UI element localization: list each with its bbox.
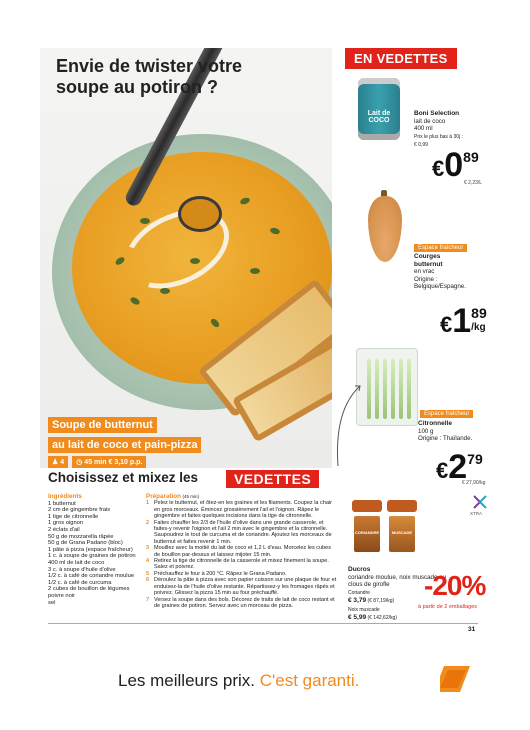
prep-step [146, 520, 338, 546]
step-number: 5 [146, 570, 150, 577]
people-icon: ♟ [52, 459, 59, 466]
coconut-price: €089 [432, 146, 479, 184]
ingredient-item: 2 éclats d'ail [48, 526, 80, 533]
xtra-logo-text: XTRA [470, 511, 483, 516]
slogan-part-1: Les meilleurs prix. [118, 671, 255, 690]
coconut-unit-price: € 2,23/L [464, 180, 483, 186]
page-number: 31 [468, 626, 476, 633]
ingredient-item: poivre noir [48, 592, 76, 599]
headline [56, 56, 296, 98]
coconut-can [358, 78, 400, 140]
step-number: 4 [146, 558, 150, 565]
step-number: 2 [146, 519, 150, 526]
section-title: Choisissez et mixez les [48, 470, 199, 485]
prep-step [146, 597, 338, 610]
xtra-logo-icon [472, 494, 488, 510]
butternut-price: €189 /kg [440, 302, 487, 340]
slogan-part-2: C'est garanti. [259, 671, 360, 690]
prep-step [146, 577, 338, 596]
can-label: Lait de COCO [367, 110, 391, 124]
ingredient-item: 50 g de mozzarella râpée [48, 533, 114, 540]
lemongrass-price: €279 [436, 448, 483, 486]
step-text: Versez la soupe dans des bols. Décorez de traits de lait de coco restant et de graines de potiron. Servez avec un morceau de pizza. [154, 596, 335, 609]
lemongrass-info: Citronnelle 100 g Origine : Thaïlande. [418, 420, 473, 442]
ingredient-item: 1 gros oignon [48, 520, 84, 527]
divider [48, 623, 478, 624]
brand-logo-icon [440, 662, 474, 696]
step-text: Faites chauffer les 2/3 de l'huile d'olive dans une grande casserole, et faites-y revenir l'oignon et l'ail 2 min avec le gingembre et la citronnelle. Saupoudrez le tout de curcuma et de coriandre. Ajoutez les morceaux de butternut et faites revenir 1 min. [154, 519, 332, 545]
discount-badge: -20% [424, 570, 486, 601]
time-badge: ◷ 45 min € 3,10 p.p. [72, 456, 146, 468]
ingredient-item: sel [48, 599, 56, 606]
recipe-title-1: Soupe de butternut [48, 417, 157, 433]
step-text: Retirez la tige de citronnelle de la casserole et mixez finement la soupe. Salez et poivrez. [154, 558, 329, 571]
ingredient-item: 1/2 c. à café de curcuma [48, 579, 112, 586]
step-number: 7 [146, 596, 150, 603]
ingredient-item: 1 c. à soupe de graines de potiron [48, 553, 136, 560]
butternut-image [368, 196, 402, 262]
slogan [118, 671, 359, 691]
step-number: 3 [146, 545, 150, 552]
curved-arrow [330, 380, 370, 470]
en-vedettes-badge: EN VEDETTES [345, 48, 457, 69]
ingredients-list [48, 494, 143, 606]
fresh-tag-2: Espace fraîcheur [420, 410, 473, 418]
ingredient-item: 50 g de Grana Padano (bloc) [48, 540, 123, 547]
recipe-title-2: au lait de coco et pain-pizza [48, 437, 201, 453]
ducros-info: Ducros coriandre moulue, noix muscade ou clous de girofle Coriandre € 3,79 (€ 87,19/kg) Noix muscade € 5,99 (€ 142,62/kg) [348, 566, 447, 621]
prep-step [146, 500, 338, 519]
coriander-jar: CORIANDRE [352, 500, 382, 558]
headline-line-2: soupe au potiron ? [56, 77, 218, 97]
step-number: 1 [146, 500, 150, 507]
ingredient-item: 3 c. à soupe d'huile d'olive [48, 566, 116, 573]
ingredient-item: 1/2 c. à café de coriandre moulue [48, 573, 135, 580]
prep-step [146, 545, 338, 558]
section-badge: VEDETTES [226, 470, 319, 488]
recipe-photo [40, 48, 332, 468]
ingredient-item: 1 pâte à pizza (espace fraîcheur) [48, 546, 133, 553]
step-text: Préchauffez le four à 200 °C. Râpez le Grana Padano. [154, 570, 287, 577]
recipe-label [48, 415, 201, 468]
ingredient-item: 400 ml de lait de coco [48, 559, 105, 566]
ingredients-title: Ingrédients [48, 493, 82, 500]
step-text: Mouillez avec la moitié du lait de coco et 1,2 L d'eau. Morcelez les cubes de bouillon par-dessus et laissez mijoter 15 min. [154, 545, 331, 558]
ingredient-item: 2 cm de gingembre frais [48, 507, 111, 514]
nutmeg-jar: MUSCADE [387, 500, 417, 558]
fresh-tag: Espace fraîcheur [414, 244, 467, 252]
prep-title: Préparation [146, 493, 181, 500]
step-number: 6 [146, 577, 150, 584]
headline-line-1: Envie de twister votre [56, 56, 243, 76]
coconut-info: Boni Selection lait de coco 400 ml Prix le plus bas à 30j : € 0,99 [414, 110, 463, 148]
ingredient-item: 1 tige de citronnelle [48, 513, 99, 520]
prep-time: (45 min) [182, 494, 200, 499]
ingredient-item: 1 butternut [48, 500, 76, 507]
lemongrass-unit-price: € 27,90/kg [462, 480, 486, 486]
discount-note: à partir de 2 emballages [418, 604, 478, 610]
step-text: Pelez le butternut, et ôtez-en les graines et les filaments. Coupez la chair en gros morceaux. Émincez grossièrement l'ail et l'oignon. Râpez le gingembre et faites quelques incisions dans la tige de citronnelle. [154, 500, 332, 520]
servings-badge: ♟ 4 [48, 456, 68, 468]
clock-icon: ◷ [76, 459, 83, 466]
prep-step [146, 558, 338, 571]
spoon-bowl [178, 196, 222, 232]
butternut-info: Courges butternut en vrac Origine : Belgique/Espagne. [414, 253, 466, 290]
preparation [146, 494, 338, 609]
ingredient-item: 2 cubes de bouillon de légumes [48, 586, 130, 593]
step-text: Déroulez la pâte à pizza avec son papier cuisson sur une plaque de four et enduisez-la de l'huile d'olive restante. Répartissez-y les fromages râpés et poivrez. Glissez la pizza 15 min au four préchauffé. [154, 577, 337, 597]
